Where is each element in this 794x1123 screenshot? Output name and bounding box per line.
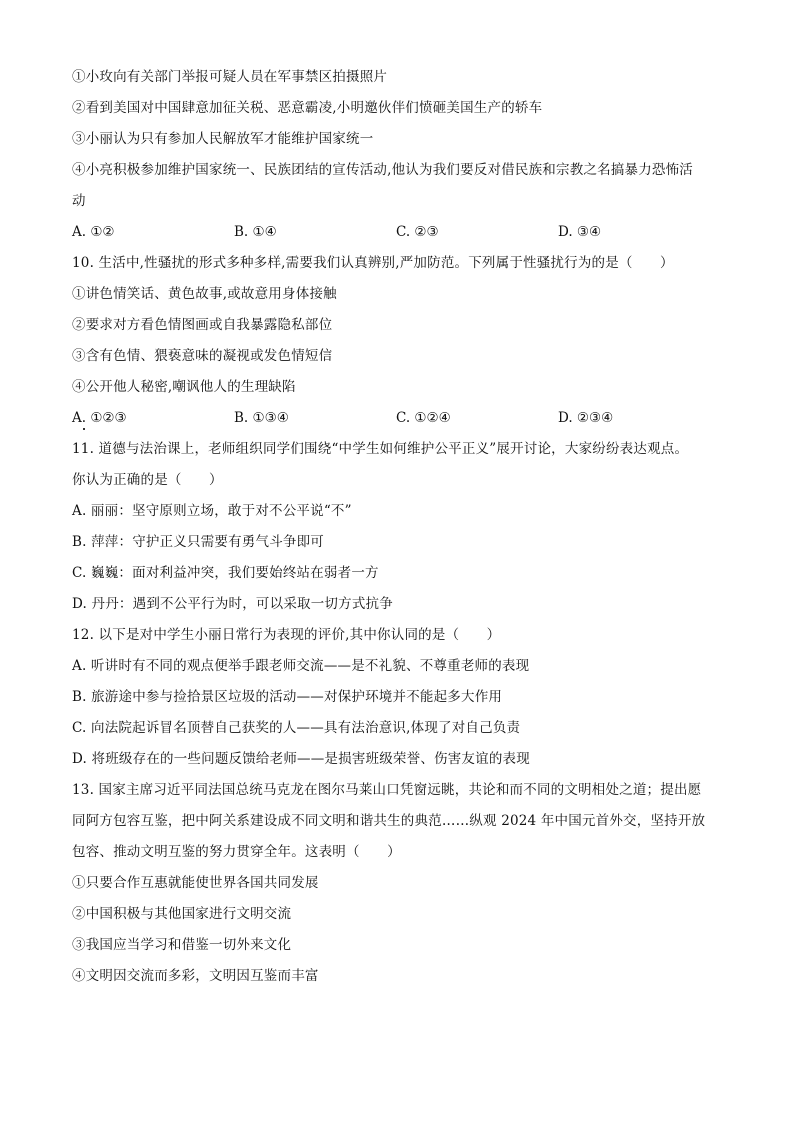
q10-item-1: ①讲色情笑话、黄色故事,或故意用身体接触 (72, 286, 337, 302)
q9-option-c[interactable]: C. ②③ (396, 224, 439, 240)
q9-item-3: ③小丽认为只有参加人民解放军才能维护国家统一 (72, 131, 374, 147)
q11-stem-line-1: 11. 道德与法治课上，老师组织同学们围绕“中学生如何维护公平正义”展开讨论，大家纷纷表达观点。 (72, 441, 689, 457)
q11-stem-line-2: 你认为正确的是（ ） (72, 472, 223, 488)
q12-option-b[interactable]: B. 旅游途中参与捡拾景区垃圾的活动——对保护环境并不能起多大作用 (72, 689, 503, 705)
exam-page (72, 62, 722, 992)
q10-item-4: ④公开他人秘密,嘲讽他人的生理缺陷 (72, 379, 296, 395)
q9-item-4-cont: 动 (72, 193, 86, 209)
q13-item-3: ③我国应当学习和借鉴一切外来文化 (72, 937, 292, 953)
q12-option-d[interactable]: D. 将班级存在的一些问题反馈给老师——是损害班级荣誉、伤害友谊的表现 (72, 751, 530, 767)
q9-item-1: ①小玫向有关部门举报可疑人员在军事禁区拍摄照片 (72, 69, 388, 85)
stray-dot-mark (83, 428, 85, 430)
q13-item-2: ②中国积极与其他国家进行文明交流 (72, 906, 292, 922)
q9-item-4: ④小亮积极参加维护国家统一、民族团结的宣传活动,他认为我们要反对借民族和宗教之名搞暴力恐怖活 (72, 162, 693, 178)
q9-item-2: ②看到美国对中国肆意加征关税、恶意霸凌,小明邀伙伴们愤砸美国生产的轿车 (72, 100, 543, 116)
q10-option-b[interactable]: B. ①③④ (234, 410, 289, 426)
q11-option-d[interactable]: D. 丹丹：遇到不公平行为时，可以采取一切方式抗争 (72, 596, 393, 612)
q13-item-4: ④文明因交流而多彩，文明因互鉴而丰富 (72, 968, 319, 984)
q10-item-2: ②要求对方看色情图画或自我暴露隐私部位 (72, 317, 333, 333)
q13-stem-line-2: 同阿方包容互鉴，把中阿关系建设成不同文明和谐共生的典范……纵观 2024 年中国元首外交，坚持开放 (72, 813, 706, 829)
q13-stem-line-3: 包容、推动文明互鉴的努力贯穿全年。这表明（ ） (72, 844, 401, 860)
q10-option-d[interactable]: D. ②③④ (558, 410, 614, 426)
q9-options (72, 217, 722, 248)
q9-option-d[interactable]: D. ③④ (558, 224, 602, 240)
q13-stem-line-1: 13. 国家主席习近平同法国总统马克龙在图尔马莱山口凭窗远眺，共论和而不同的文明相处之道；提出愿 (72, 782, 702, 798)
q12-stem: 12. 以下是对中学生小丽日常行为表现的评价,其中你认同的是（ ） (72, 627, 501, 643)
q9-option-a[interactable]: A. ①② (72, 224, 115, 240)
q10-option-c[interactable]: C. ①②④ (396, 410, 451, 426)
q10-item-3: ③含有色情、猥亵意味的凝视或发色情短信 (72, 348, 333, 364)
q11-option-a[interactable]: A. 丽丽：坚守原则立场，敢于对不公平说“不” (72, 503, 352, 519)
q10-options (72, 403, 722, 434)
q11-option-c[interactable]: C. 巍巍：面对利益冲突，我们要始终站在弱者一方 (72, 565, 379, 581)
q12-option-a[interactable]: A. 听讲时有不同的观点便举手跟老师交流——是不礼貌、不尊重老师的表现 (72, 658, 530, 674)
q13-item-1: ①只要合作互惠就能使世界各国共同发展 (72, 875, 319, 891)
q10-option-a[interactable]: A. ①②③ (72, 410, 127, 426)
q9-option-b[interactable]: B. ①④ (234, 224, 277, 240)
q12-option-c[interactable]: C. 向法院起诉冒名顶替自己获奖的人——具有法治意识,体现了对自己负责 (72, 720, 521, 736)
q10-stem: 10. 生活中,性骚扰的形式多种多样,需要我们认真辨别,严加防范。下列属于性骚扰行为的是（ ） (72, 255, 674, 271)
q11-option-b[interactable]: B. 萍萍：守护正义只需要有勇气斗争即可 (72, 534, 325, 550)
